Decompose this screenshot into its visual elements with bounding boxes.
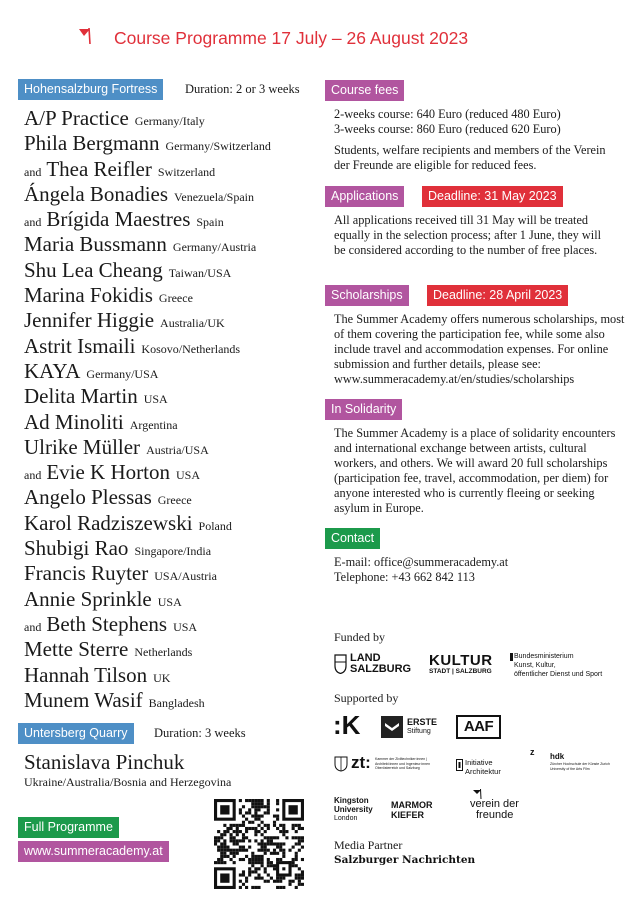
untersberg-tag: Untersberg Quarry <box>18 723 134 744</box>
artist-country: Venezuela/Spain <box>174 189 255 204</box>
aaf-logo: AAF <box>456 715 501 739</box>
course-fees-line: 3-weeks course: 860 Euro (reduced 620 Euro) <box>334 122 561 136</box>
artist-entry <box>24 663 320 688</box>
scholarships-tag: Scholarships <box>325 285 409 306</box>
artist-country: Switzerland <box>157 164 216 179</box>
artist-country: Spain <box>196 215 224 230</box>
artist-and: and <box>24 619 42 634</box>
untersberg-duration: Duration: 3 weeks <box>154 726 246 740</box>
artist-name: Ángela Bonadies <box>24 181 169 206</box>
artist-country: Germany/Switzerland <box>165 139 271 154</box>
artist-name: Evie K Horton <box>46 460 170 485</box>
salzburger-nachrichten-logo: Salzburger Nachrichten <box>334 854 476 866</box>
artist-name: Ad Minoliti <box>24 409 124 434</box>
artist-name: Beth Stephens <box>46 611 168 636</box>
artist-entry <box>24 359 320 384</box>
artist-name: Francis Ruyter <box>24 561 149 586</box>
kingston-university-logo: Kingston University London <box>334 796 373 822</box>
artist-entry <box>24 232 320 257</box>
artist-country: Germany/Austria <box>172 240 257 255</box>
artist-entry <box>24 410 320 435</box>
artist-name: A/P Practice <box>24 106 129 130</box>
contact-tag: Contact <box>325 528 380 549</box>
solidarity-tag: In Solidarity <box>325 399 402 420</box>
applications-deadline: Deadline: 31 May 2023 <box>422 186 563 207</box>
austria-crest-icon <box>334 755 348 772</box>
artist-list <box>24 106 320 713</box>
artist-name: Brígida Maestres <box>46 207 191 232</box>
artist-name: Thea Reifler <box>46 156 152 181</box>
artist-name: Shu Lea Cheang <box>24 257 163 282</box>
artist-entry <box>24 460 320 485</box>
bundesministerium-logo: Bundesministerium Kunst, Kultur, öffentlicher Dienst und Sport <box>514 652 602 679</box>
contact-email[interactable]: E-mail: office@summeracademy.at <box>334 555 509 569</box>
artist-entry <box>24 435 320 460</box>
course-fees-line: 2-weeks course: 640 Euro (reduced 480 Euro) <box>334 107 561 121</box>
artist-name: Maria Bussmann <box>24 232 167 257</box>
hohensalzburg-duration: Duration: 2 or 3 weeks <box>185 82 300 96</box>
zhdk-z: z <box>530 747 535 757</box>
artist-name: Hannah Tilson <box>24 662 148 687</box>
artist-country: Greece <box>157 493 192 508</box>
k-logo: :K <box>333 710 361 740</box>
artist-country: USA <box>173 619 198 634</box>
land-salzburg-crest-icon <box>334 654 347 674</box>
artist-country: Bangladesh <box>148 695 205 710</box>
artist-entry <box>24 485 320 510</box>
artist-entry <box>24 106 320 131</box>
artist-country: Poland <box>198 518 232 533</box>
artist-name: Delita Martin <box>24 384 138 409</box>
applications-text: All applications received till 31 May will be treated equally in the selection process; after 1 June, they will be considered according to the number of free places. <box>334 213 602 257</box>
artist-name: Astrit Ismaili <box>24 333 136 358</box>
verein-der-freunde-logo: verein der freunde <box>470 789 530 823</box>
initiative-architektur-mark-icon <box>456 759 463 771</box>
artist-name: Shubigi Rao <box>24 536 129 561</box>
erste-emblem-icon <box>381 716 403 738</box>
artist-name: Jennifer Higgie <box>24 308 155 333</box>
artist-entry <box>24 637 320 662</box>
scholarships-deadline: Deadline: 28 April 2023 <box>427 285 568 306</box>
artist-name: Annie Sprinkle <box>24 586 152 611</box>
artist-entry <box>24 688 320 713</box>
artist-entry <box>24 207 320 232</box>
solidarity-text: The Summer Academy is a place of solidarity encounters and international exchange between artists, cultural workers, and others. We will award 20 full scholarships (participation fee, travel, accommodation, per diem) for anyone interested who is currently fleeing or seeking asylum in Europe. <box>334 426 616 515</box>
artist-country: Germany/USA <box>86 366 159 381</box>
austria-flag-icon <box>510 653 513 661</box>
qr-code-icon[interactable] <box>214 799 304 889</box>
artist-and: and <box>24 215 42 230</box>
artist-entry <box>24 511 320 536</box>
header <box>0 24 642 54</box>
erste-stiftung-logo: ERSTE Stiftung <box>381 716 445 738</box>
artist-name: Karol Radziszewski <box>24 510 193 535</box>
contact-phone: Telephone: +43 662 842 113 <box>334 570 475 584</box>
artist-country: USA <box>143 392 168 407</box>
artist-name: Ulrike Müller <box>24 434 141 459</box>
full-programme-tag: Full Programme <box>18 817 119 838</box>
zt-logo: zt: Kammer der Ziviltechniker:innen | Architekt:innen und Ingenieur:innen Oberösterreich und Salzburg <box>334 753 446 777</box>
artist-name: Stanislava Pinchuk <box>24 750 185 774</box>
course-fees-tag: Course fees <box>325 80 404 101</box>
artist-country: Netherlands <box>134 645 193 660</box>
zhdk-logo: hdk <box>550 752 565 761</box>
hohensalzburg-tag: Hohensalzburg Fortress <box>18 79 163 100</box>
artist-entry <box>24 131 320 156</box>
artist-name: Phila Bergmann <box>24 131 160 156</box>
artist-country: USA <box>157 594 182 609</box>
artist-name: Angelo Plessas <box>24 485 152 510</box>
kultur-stadt-salzburg-logo: KULTUR STADT | SALZBURG <box>429 652 493 675</box>
artist-country: Greece <box>158 291 193 306</box>
scholarships-text: The Summer Academy offers numerous scholarships, most of them covering the participation fee, while some also include travel and accommodation expenses. For online submission and further details, please see: www.summeracademy.at/en/studies/scholarships <box>334 312 625 386</box>
artist-country: USA/Austria <box>154 569 217 584</box>
artist-name: Munem Wasif <box>24 687 143 712</box>
artist-country: USA <box>175 468 200 483</box>
artist-entry <box>24 283 320 308</box>
initiative-architektur-logo: Initiative Architektur <box>456 757 518 779</box>
artist-entry <box>24 536 320 561</box>
marmor-kiefer-logo: MARMOR KIEFER <box>391 800 433 820</box>
artist-country: Taiwan/USA <box>168 265 232 280</box>
artist-country: Argentina <box>129 417 178 432</box>
media-partner-label: Media Partner <box>334 838 403 852</box>
artist-country: Austria/USA <box>146 442 209 457</box>
artist-country: Germany/Italy <box>134 114 205 128</box>
course-fees-note: Students, welfare recipients and members of the Verein der Freunde are eligible for reduced fees. <box>334 143 606 172</box>
artist-name: Marina Fokidis <box>24 283 153 308</box>
flag-icon <box>78 28 92 44</box>
artist-entry <box>24 258 320 283</box>
artist-entry <box>24 587 320 612</box>
artist-country: Singapore/India <box>134 544 212 559</box>
land-salzburg-logo: LAND SALZBURG <box>334 652 410 678</box>
website-link[interactable]: www.summeracademy.at <box>18 841 169 862</box>
artist-and: and <box>24 164 42 179</box>
artist-entry <box>24 308 320 333</box>
artist-country: Kosovo/Netherlands <box>141 341 241 356</box>
artist-country: Australia/UK <box>160 316 225 331</box>
artist-entry <box>24 334 320 359</box>
page-title: Course Programme 17 July – 26 August 2023 <box>114 28 469 48</box>
applications-tag: Applications <box>325 186 404 207</box>
artist-name: KAYA <box>24 358 81 383</box>
artist-country: Ukraine/Australia/Bosnia and Herzegovina <box>24 775 232 789</box>
artist-and: and <box>24 468 42 483</box>
artist-entry <box>24 561 320 586</box>
funded-by-label: Funded by <box>334 630 385 644</box>
artist-country: UK <box>153 670 171 685</box>
artist-entry <box>24 157 320 182</box>
zhdk-text: Zürcher Hochschule der Künste Zurich University of the Arts Film <box>550 762 610 771</box>
artist-entry <box>24 612 320 637</box>
artist-entry <box>24 182 320 207</box>
artist-name: Mette Sterre <box>24 637 129 662</box>
artist-entry <box>24 384 320 409</box>
supported-by-label: Supported by <box>334 691 399 705</box>
